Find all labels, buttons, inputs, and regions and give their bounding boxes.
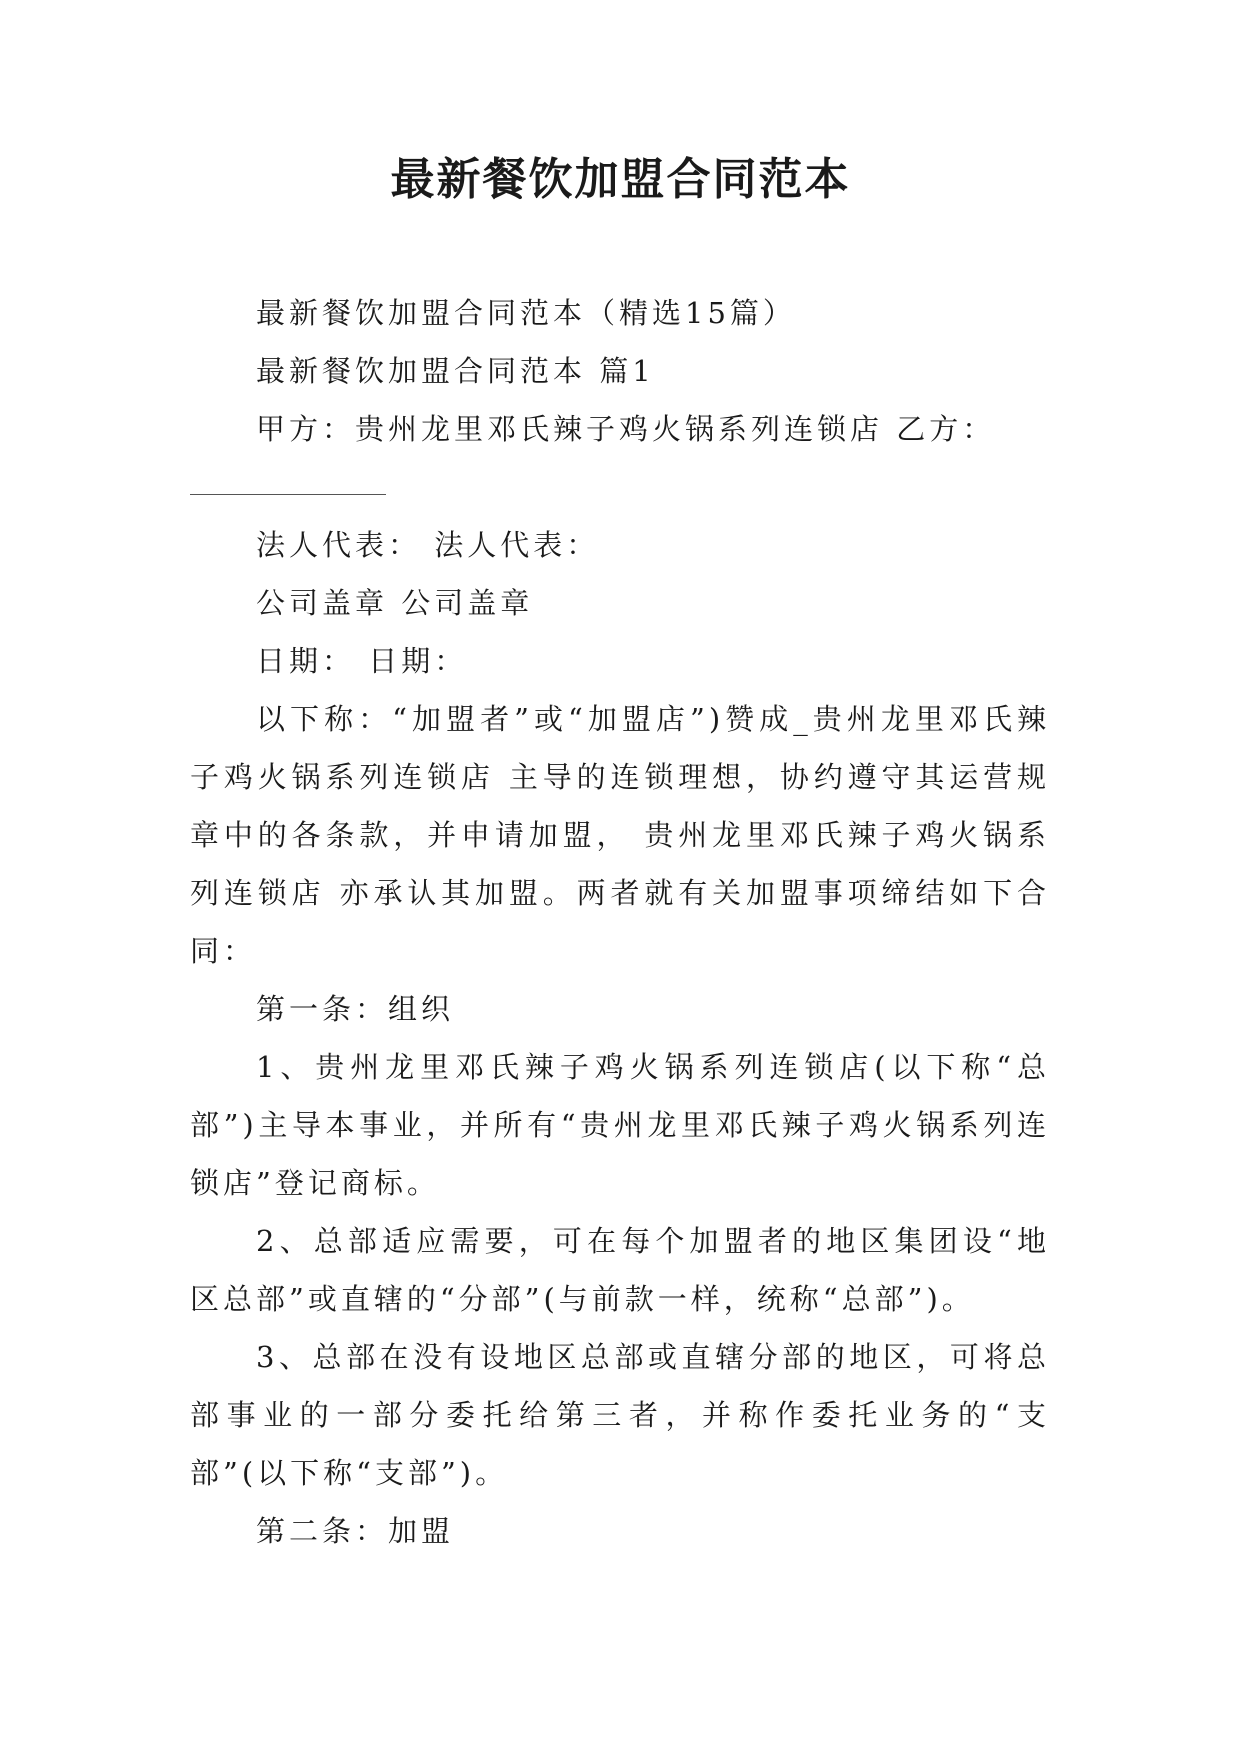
paragraph-party-a-b: 甲方：贵州龙里邓氏辣子鸡火锅系列连锁店 乙方： <box>256 412 996 446</box>
article-1-heading: 第一条：组织 <box>256 992 455 1026</box>
paragraph-company-seal: 公司盖章 公司盖章 <box>256 586 534 620</box>
party-b-blank-line <box>190 458 386 516</box>
article-1-clause-2: 2、总部适应需要，可在每个加盟者的地区集团设“地区总部”或直辖的“分部”(与前款一样，统称“总部”)。 <box>190 1224 1050 1316</box>
paragraph-subtitle: 最新餐饮加盟合同范本（精选15篇） <box>256 296 796 330</box>
article-1-clause-3: 3、总部在没有设地区总部或直辖分部的地区，可将总部事业的一部分委托给第三者，并称作委托业务的“支部”(以下称“支部”)。 <box>190 1340 1050 1490</box>
document-body <box>190 284 1050 1560</box>
document-title: 最新餐饮加盟合同范本 <box>390 154 851 205</box>
article-1-clause-1: 1、贵州龙里邓氏辣子鸡火锅系列连锁店(以下称“总部”)主导本事业，并所有“贵州龙里邓氏辣子鸡火锅系列连锁店”登记商标。 <box>190 1050 1050 1200</box>
article-2-heading: 第二条：加盟 <box>256 1514 455 1548</box>
paragraph-preamble: 以下称：“加盟者”或“加盟店”)赞成_贵州龙里邓氏辣子鸡火锅系列连锁店 主导的连锁理想，协约遵守其运营规章中的各条款，并申请加盟， 贵州龙里邓氏辣子鸡火锅系列连锁店 亦承认其加盟。两者就有关加盟事项缔结如下合同： <box>190 702 1050 968</box>
paragraph-section-heading: 最新餐饮加盟合同范本 篇1 <box>256 354 655 388</box>
paragraph-date: 日期： 日期： <box>256 644 468 678</box>
paragraph-legal-representative: 法人代表： 法人代表： <box>256 528 600 562</box>
